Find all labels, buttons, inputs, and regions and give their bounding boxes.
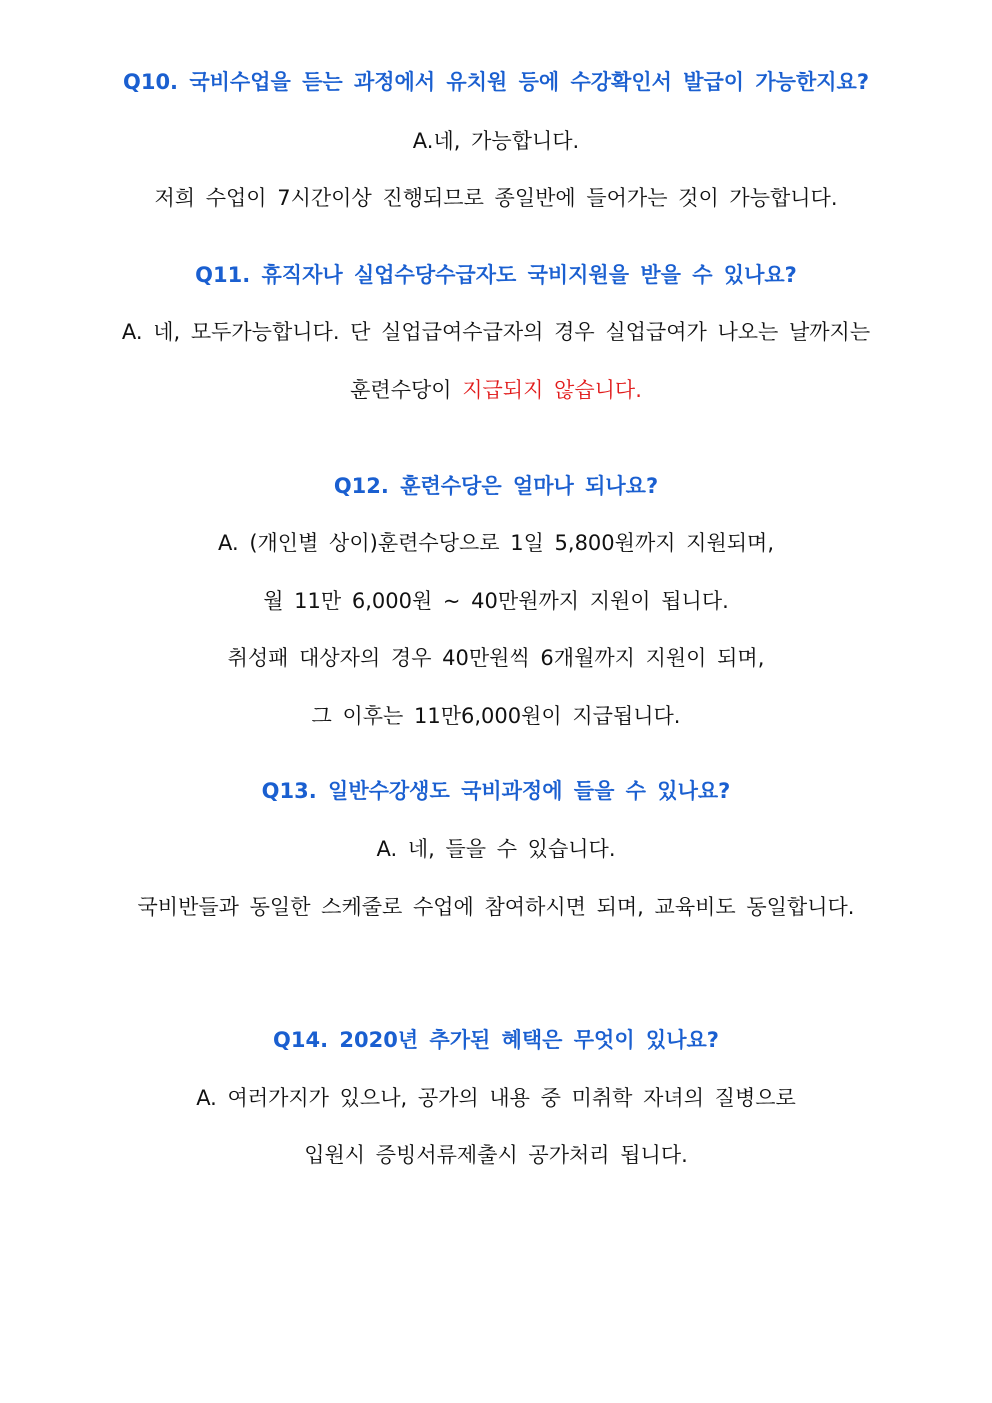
faq-question-q10: Q10. 국비수업을 듣는 과정에서 유치원 등에 수강확인서 발급이 가능한지요?	[122, 70, 869, 94]
faq-question-q13: Q13. 일반수강생도 국비과정에 들을 수 있나요?	[261, 779, 731, 803]
faq-question-q14: Q14. 2020년 추가된 혜택은 무엇이 있나요?	[273, 1028, 719, 1052]
faq-answer-q10-line-1: A.네, 가능합니다.	[412, 129, 580, 153]
faq-answer-q14-line-2: 입원시 증빙서류제출시 공가처리 됩니다.	[304, 1143, 688, 1167]
faq-answer-q12-line-3: 취성패 대상자의 경우 40만원씩 6개월까지 지원이 되며,	[227, 646, 765, 670]
faq-answer-q14-line-1: A. 여러가지가 있으나, 공가의 내용 중 미취학 자녀의 질병으로	[196, 1086, 796, 1110]
faq-answer-q12-line-1: A. (개인별 상이)훈련수당으로 1일 5,800원까지 지원되며,	[217, 531, 775, 555]
faq-answer-q10-line-2: 저희 수업이 7시간이상 진행되므로 종일반에 들어가는 것이 가능합니다.	[154, 186, 838, 210]
faq-answer-q13-line-1: A. 네, 들을 수 있습니다.	[376, 837, 616, 861]
faq-answer-q11-line-1: A. 네, 모두가능합니다. 단 실업급여수급자의 경우 실업급여가 나오는 날까지는	[121, 320, 871, 344]
faq-answer-q11-text: 훈련수당이	[350, 378, 463, 402]
faq-answer-q12-line-2: 월 11만 6,000원 ~ 40만원까지 지원이 됩니다.	[263, 589, 729, 613]
faq-answer-q11-line-2	[0, 375, 992, 405]
faq-question-q11: Q11. 휴직자나 실업수당수급자도 국비지원을 받을 수 있나요?	[195, 263, 797, 287]
faq-answer-q11-highlight: 지급되지 않습니다.	[462, 378, 642, 402]
faq-answer-q12-line-4: 그 이후는 11만6,000원이 지급됩니다.	[311, 704, 681, 728]
faq-answer-q13-line-2: 국비반들과 동일한 스케줄로 수업에 참여하시면 되며, 교육비도 동일합니다.	[137, 895, 855, 919]
faq-question-q12: Q12. 훈련수당은 얼마나 되나요?	[333, 474, 659, 498]
